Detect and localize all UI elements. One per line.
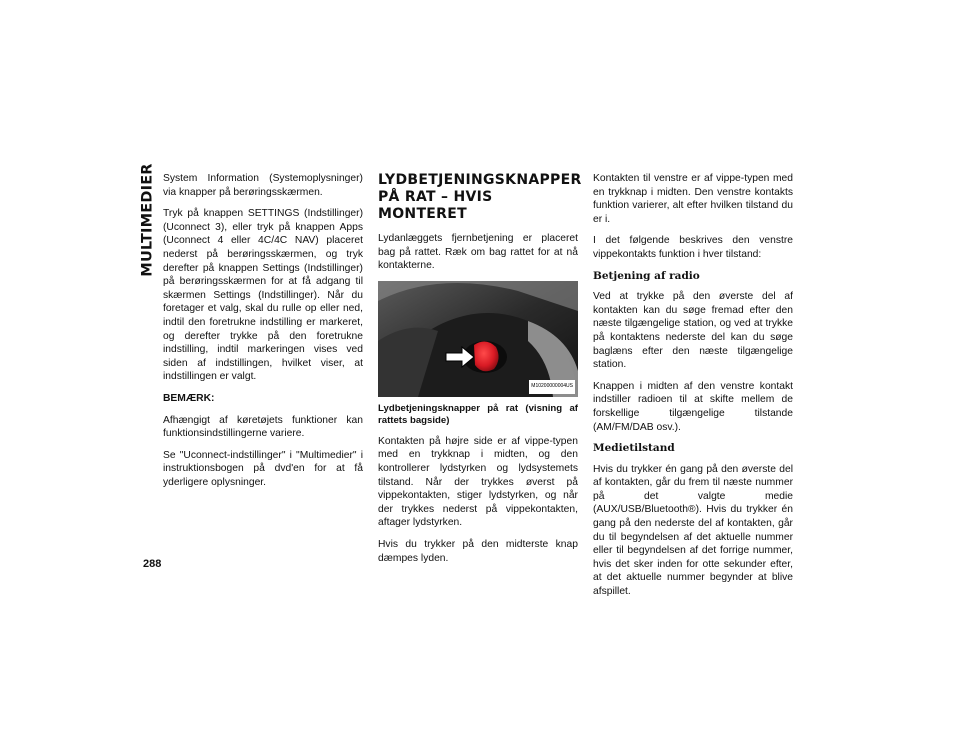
- note-label: BEMÆRK:: [163, 392, 215, 404]
- paragraph: Lydanlæggets fjernbetjening er placeret bag på rattet. Ræk om bag rattet for at nå kontakterne.: [378, 233, 578, 272]
- paragraph: Se "Uconnect-indstillinger" i "Multimedier" i instruktionsbogen på dvd'en for at få yderligere oplysninger.: [163, 449, 363, 488]
- paragraph: Kontakten til venstre er af vippe-typen med en trykknap i midten. Den venstre kontakts funktion varierer, alt efter hvilken tilstand du er i.: [593, 173, 793, 225]
- paragraph: Ved at trykke på den øverste del af kontakten kan du søge fremad efter den næste tilgængelige station, og ved at trykke på kontaktens nederste del kan du søge baglæns efter den næste tilgængelige station.: [593, 291, 793, 371]
- paragraph: Hvis du trykker én gang på den øverste del af kontakten, går du frem til næste nummer på det valgte medie (AUX/USB/Bluetooth®). Hvis du trykker én gang på den nederste del af kontakten, går du til begyndelsen af det aktuelle nummer eller til begyndelsen af det forrige nummer, hvis det sker inden for otte sekunder efter, at det aktuelle nummer begynder at blive afspillet.: [593, 463, 793, 598]
- figure-code: M10200000004US: [529, 380, 575, 394]
- page-number: 288: [143, 558, 162, 570]
- section-label: MULTIMEDIER: [140, 163, 156, 277]
- section-title-line-1: LYDBETJENINGSKNAPPER: [378, 172, 582, 188]
- text-column-3: [593, 172, 793, 607]
- note-text: Afhængigt af køretøjets funktioner kan funktionsindstillingerne variere.: [163, 414, 363, 440]
- section-title: [378, 172, 582, 223]
- subheading-media: Medietilstand: [593, 442, 675, 455]
- steering-wheel-photo: [378, 281, 578, 397]
- figure-caption: Lydbetjeningsknapper på rat (visning af rattets bagside): [378, 402, 578, 426]
- paragraph: Tryk på knappen SETTINGS (Indstillinger) (Uconnect 3), eller tryk på knappen Apps (Uconnect 4 eller 4C/4C NAV) placeret nederst på berøringsskærmen, og tryk derefter på knappen Settings (Indstillinger) på berøringsskærmen for at få adgang til skærmen Settings (Indstillinger). Når du foretager et valg, skal du rulle op eller ned, indtil den foretrukne indstilling er markeret, og derefter trykke på den foretrukne indstilling, indtil markeringen vises ved siden af indstillingen, hvilket viser, at indstillingen er valgt.: [163, 208, 363, 383]
- paragraph: Hvis du trykker på den midterste knap dæmpes lyden.: [378, 538, 578, 564]
- subheading-radio: Betjening af radio: [593, 269, 700, 282]
- paragraph: System Information (Systemoplysninger) via knapper på berøringsskærmen.: [163, 173, 363, 198]
- paragraph: Knappen i midten af den venstre kontakt indstiller radioen til at skifte mellem de forskellige tilgængelige tilstande (AM/FM/DAB osv.).: [593, 380, 793, 433]
- text-column-2: [378, 172, 582, 573]
- section-title-line-2: PÅ RAT – HVIS MONTERET: [378, 189, 493, 222]
- paragraph: I det følgende beskrives den venstre vippekontakts funktion i hver tilstand:: [593, 235, 793, 260]
- section-side-tab: [139, 160, 157, 280]
- paragraph: Kontakten på højre side er af vippe-typen med en trykknap i midten, og den kontrollerer lydstyrken og lydsystemets tilstand. Når der trykkes øverst på vippekontakten, stiger lydstyrken, og når der trykkes nederst på vippekontakten, aftager lydstyrken.: [378, 435, 578, 529]
- text-column-1: [163, 172, 363, 497]
- note-block: [163, 392, 363, 441]
